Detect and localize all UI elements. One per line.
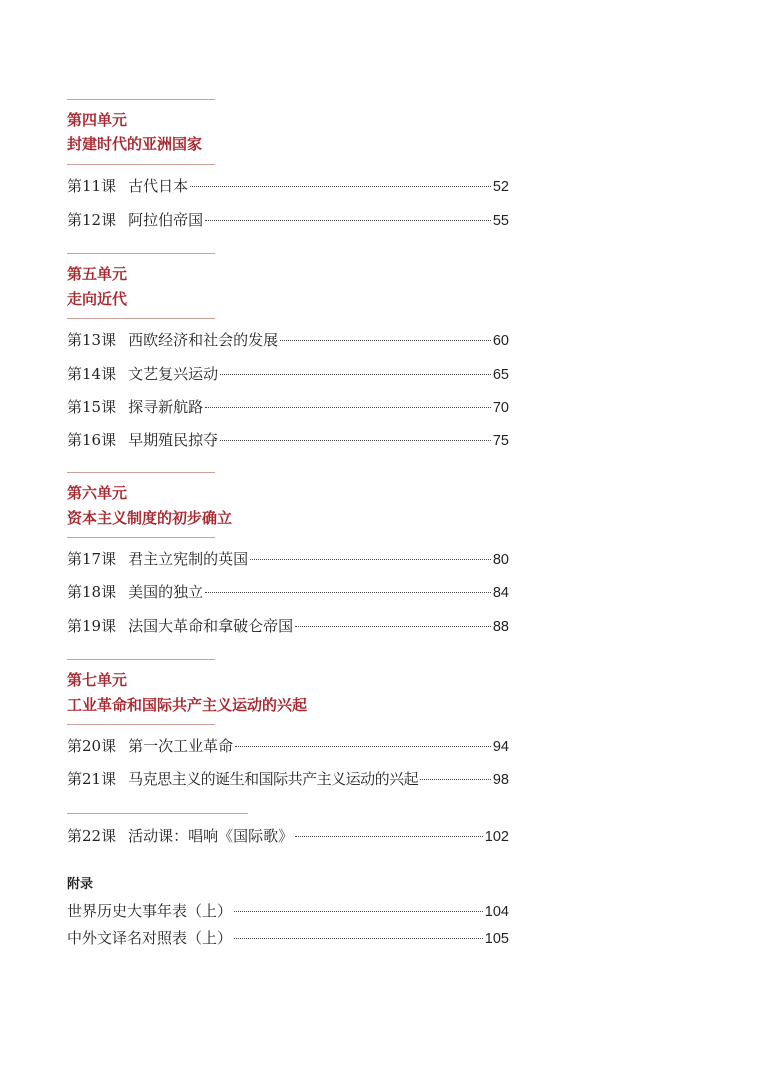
unit-label: 第六单元: [67, 484, 128, 502]
toc-entry[interactable]: [67, 209, 509, 231]
dot-leader: [295, 836, 483, 837]
dot-leader: [205, 220, 491, 221]
divider-rule: [67, 659, 215, 660]
lesson-number: 第17课: [67, 550, 117, 568]
dot-leader: [205, 592, 491, 593]
appendix-title: 中外文译名对照表（上）: [67, 929, 233, 947]
lesson-title: 西欧经济和社会的发展: [128, 331, 279, 349]
lesson-number: 第12课: [67, 211, 117, 229]
toc-entry[interactable]: [67, 329, 509, 351]
unit-title: 封建时代的亚洲国家: [67, 135, 203, 153]
dot-leader: [220, 374, 491, 375]
toc-entry[interactable]: [67, 735, 509, 757]
page-number: 88: [492, 619, 509, 635]
toc-entry[interactable]: [67, 396, 509, 418]
divider-rule: [67, 724, 215, 725]
page-number: 98: [492, 772, 509, 788]
lesson-title: 古代日本: [128, 177, 189, 195]
lesson-title: 第一次工业革命: [128, 737, 234, 755]
divider-rule: [67, 472, 215, 473]
toc-entry[interactable]: [67, 927, 509, 949]
divider-rule: [67, 253, 215, 254]
appendix-title: 世界历史大事年表（上）: [67, 902, 233, 920]
dot-leader: [280, 340, 491, 341]
unit-label: 第四单元: [67, 111, 128, 129]
dot-leader: [205, 407, 491, 408]
lesson-number: 第19课: [67, 617, 117, 635]
divider-rule: [67, 537, 215, 538]
divider-rule: [67, 164, 215, 165]
toc-entry[interactable]: [67, 175, 509, 197]
divider-rule: [67, 813, 248, 814]
page-number: 94: [492, 739, 509, 755]
toc-entry[interactable]: [67, 615, 509, 637]
lesson-title: 法国大革命和拿破仑帝国: [128, 617, 294, 635]
page-number: 65: [492, 367, 509, 383]
lesson-number: 第11课: [67, 177, 117, 195]
page-number: 70: [492, 400, 509, 416]
unit-title: 工业革命和国际共产主义运动的兴起: [67, 696, 308, 714]
dot-leader: [190, 186, 491, 187]
divider-rule: [67, 99, 215, 100]
lesson-number: 第18课: [67, 583, 117, 601]
lesson-number: 第21课: [67, 770, 117, 788]
lesson-title: 活动课：唱响《国际歌》: [128, 827, 294, 845]
dot-leader: [295, 626, 491, 627]
dot-leader: [234, 938, 483, 939]
lesson-title: 美国的独立: [128, 583, 204, 601]
lesson-number: 第16课: [67, 431, 117, 449]
lesson-number: 第20课: [67, 737, 117, 755]
toc-entry[interactable]: [67, 548, 509, 570]
page-number: 80: [492, 552, 509, 568]
toc-entry[interactable]: [67, 363, 509, 385]
page-number: 52: [492, 179, 509, 195]
appendix-heading: 附录: [67, 877, 94, 892]
unit-title: 走向近代: [67, 290, 128, 308]
unit-label: 第七单元: [67, 671, 128, 689]
lesson-title: 马克思主义的诞生和国际共产主义运动的兴起: [128, 770, 419, 788]
page-number: 84: [492, 585, 509, 601]
page-number: 75: [492, 433, 509, 449]
toc-entry[interactable]: [67, 429, 509, 451]
lesson-number: 第22课: [67, 827, 117, 845]
dot-leader: [250, 559, 491, 560]
page-number: 104: [484, 904, 509, 920]
lesson-title: 阿拉伯帝国: [128, 211, 204, 229]
toc-entry[interactable]: [67, 900, 509, 922]
toc-entry[interactable]: [67, 825, 509, 847]
dot-leader: [420, 779, 491, 780]
dot-leader: [235, 746, 491, 747]
page-number: 60: [492, 333, 509, 349]
unit-label: 第五单元: [67, 265, 128, 283]
toc-entry[interactable]: [67, 768, 509, 790]
page-number: 102: [484, 829, 509, 845]
unit-title: 资本主义制度的初步确立: [67, 509, 233, 527]
toc-entry[interactable]: [67, 581, 509, 603]
lesson-title: 早期殖民掠夺: [128, 431, 219, 449]
lesson-title: 君主立宪制的英国: [128, 550, 249, 568]
lesson-number: 第15课: [67, 398, 117, 416]
page-number: 105: [484, 931, 509, 947]
dot-leader: [220, 440, 491, 441]
lesson-number: 第13课: [67, 331, 117, 349]
divider-rule: [67, 318, 215, 319]
lesson-title: 文艺复兴运动: [128, 365, 219, 383]
page-number: 55: [492, 213, 509, 229]
lesson-title: 探寻新航路: [128, 398, 204, 416]
dot-leader: [234, 911, 483, 912]
lesson-number: 第14课: [67, 365, 117, 383]
